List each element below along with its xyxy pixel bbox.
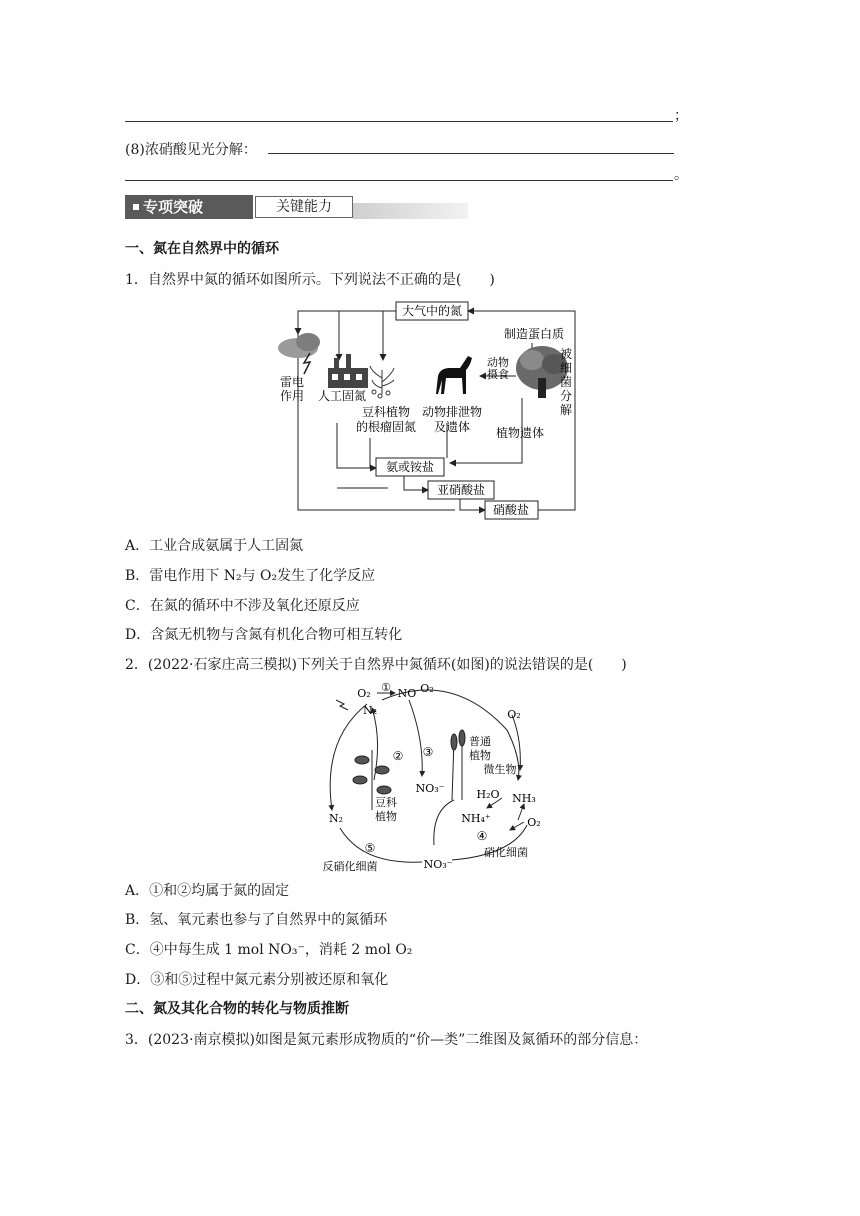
section-2-title: 二、氮及其化合物的转化与物质推断 bbox=[125, 1001, 349, 1017]
animal-eat-label-2: 摄食 bbox=[487, 368, 509, 381]
square-icon bbox=[133, 204, 139, 210]
atmos-label: 大气中的氮 bbox=[401, 304, 463, 318]
q2-option-b: B．氢、氧元素也参与了自然界中的氮循环 bbox=[125, 912, 388, 928]
circled-3-label: ③ bbox=[422, 745, 434, 759]
plant-remains-label: 植物遗体 bbox=[495, 426, 545, 440]
normal-plant-label-2: 植物 bbox=[469, 749, 491, 762]
legume-label-1: 豆科植物 bbox=[361, 405, 411, 419]
circled-4-label: ④ bbox=[476, 829, 488, 843]
q1-option-d: D．含氮无机物与含氮有机化合物可相互转化 bbox=[125, 627, 403, 643]
no-label: NO bbox=[397, 687, 417, 700]
bacteria-label-4: 分 bbox=[559, 389, 573, 403]
answer-line-1 bbox=[125, 121, 673, 122]
horse-icon bbox=[436, 356, 472, 394]
denitrify-label: 反硝化细菌 bbox=[322, 860, 378, 873]
ammonia-label: 氨或铵盐 bbox=[385, 460, 435, 474]
section-banner bbox=[125, 195, 468, 221]
nitrite-label: 亚硝酸盐 bbox=[436, 483, 486, 497]
q1-option-b: B．雷电作用下 N₂与 O₂发生了化学反应 bbox=[125, 568, 376, 584]
artificial-label: 人工固氮 bbox=[317, 389, 367, 403]
no3-mid-label: NO₃⁻ bbox=[415, 782, 445, 795]
bacteria-label-5: 解 bbox=[559, 403, 573, 417]
protein-label: 制造蛋白质 bbox=[503, 327, 565, 341]
q2-option-d: D．③和⑤过程中氮元素分别被还原和氧化 bbox=[125, 972, 389, 988]
bacteria-label-2: 细 bbox=[559, 361, 573, 375]
animal-waste-label-2: 及遗体 bbox=[433, 420, 471, 434]
animal-waste-label-1: 动物排泄物 bbox=[421, 405, 483, 419]
o2-top-label: O₂ bbox=[357, 687, 371, 700]
n2-top-label: N₂ bbox=[362, 704, 378, 717]
legume-label-1: 豆科 bbox=[375, 796, 397, 809]
banner-left bbox=[125, 195, 253, 219]
circled-5-label: ⑤ bbox=[364, 841, 376, 855]
answer-line-q8 bbox=[268, 153, 674, 154]
banner-left-label: 专项突破 bbox=[143, 198, 204, 216]
n2-left-label: N₂ bbox=[328, 812, 344, 825]
q1-nitrogen-cycle-diagram bbox=[270, 298, 590, 526]
nitrate-label: 硝酸盐 bbox=[492, 503, 530, 517]
q1-option-a: A．工业合成氨属于人工固氮 bbox=[125, 538, 304, 554]
wheat-plant-icon bbox=[451, 730, 465, 800]
no3-bottom-label: NO₃⁻ bbox=[423, 858, 453, 871]
thunder-label-1: 雷电 bbox=[279, 375, 305, 389]
q2-stem: 2．(2022·石家庄高三模拟)下列关于自然界中氮循环(如图)的说法错误的是( ) bbox=[125, 657, 627, 673]
microbes-label: 微生物 bbox=[483, 763, 517, 776]
answer-line-1-end: ； bbox=[674, 108, 688, 124]
q3-stem: 3．(2023·南京模拟)如图是氮元素形成物质的“价—类”二维图及氮循环的部分信息： bbox=[125, 1032, 648, 1048]
cloud-lightning-icon bbox=[278, 333, 320, 374]
o2-b-label: O₂ bbox=[420, 682, 434, 695]
q1-option-c: C．在氮的循环中不涉及氧化还原反应 bbox=[125, 598, 360, 614]
circled-2-label: ② bbox=[392, 749, 404, 763]
legume-label-2: 植物 bbox=[375, 810, 397, 823]
animal-eat-label-1: 动物 bbox=[487, 356, 509, 369]
h2o-label: H₂O bbox=[476, 788, 500, 801]
nitrify-label: 硝化细菌 bbox=[484, 846, 528, 859]
q8-label: (8)浓硝酸见光分解： bbox=[125, 142, 257, 158]
thunder-label-2: 作用 bbox=[279, 389, 305, 403]
o2-right-label: O₂ bbox=[507, 708, 521, 721]
q2-option-a: A．①和②均属于氮的固定 bbox=[125, 883, 290, 899]
q1-stem: 1．自然界中氮的循环如图所示。下列说法不正确的是( ) bbox=[125, 272, 495, 288]
section-1-title: 一、氮在自然界中的循环 bbox=[125, 241, 279, 257]
q2-nitrogen-cycle-diagram bbox=[312, 680, 552, 875]
bacteria-label-3: 菌 bbox=[559, 375, 573, 389]
answer-line-3 bbox=[125, 180, 673, 181]
nh3-label: NH₃ bbox=[512, 792, 536, 805]
legume-label-2: 的根瘤固氮 bbox=[355, 420, 417, 434]
normal-plant-label-1: 普通 bbox=[469, 735, 491, 748]
factory-icon bbox=[328, 354, 368, 388]
bacteria-label-1: 被 bbox=[559, 347, 573, 361]
banner-tail bbox=[353, 203, 468, 219]
banner-right-label: 关键能力 bbox=[255, 196, 353, 218]
nh4-label: NH₄⁺ bbox=[461, 812, 491, 825]
answer-line-3-end: 。 bbox=[674, 167, 688, 183]
o2-low-label: O₂ bbox=[527, 816, 541, 829]
circled-1-label: ① bbox=[381, 681, 391, 694]
legume-plant-icon bbox=[370, 366, 394, 398]
q2-option-c: C．④中每生成 1 mol NO₃⁻，消耗 2 mol O₂ bbox=[125, 942, 413, 958]
